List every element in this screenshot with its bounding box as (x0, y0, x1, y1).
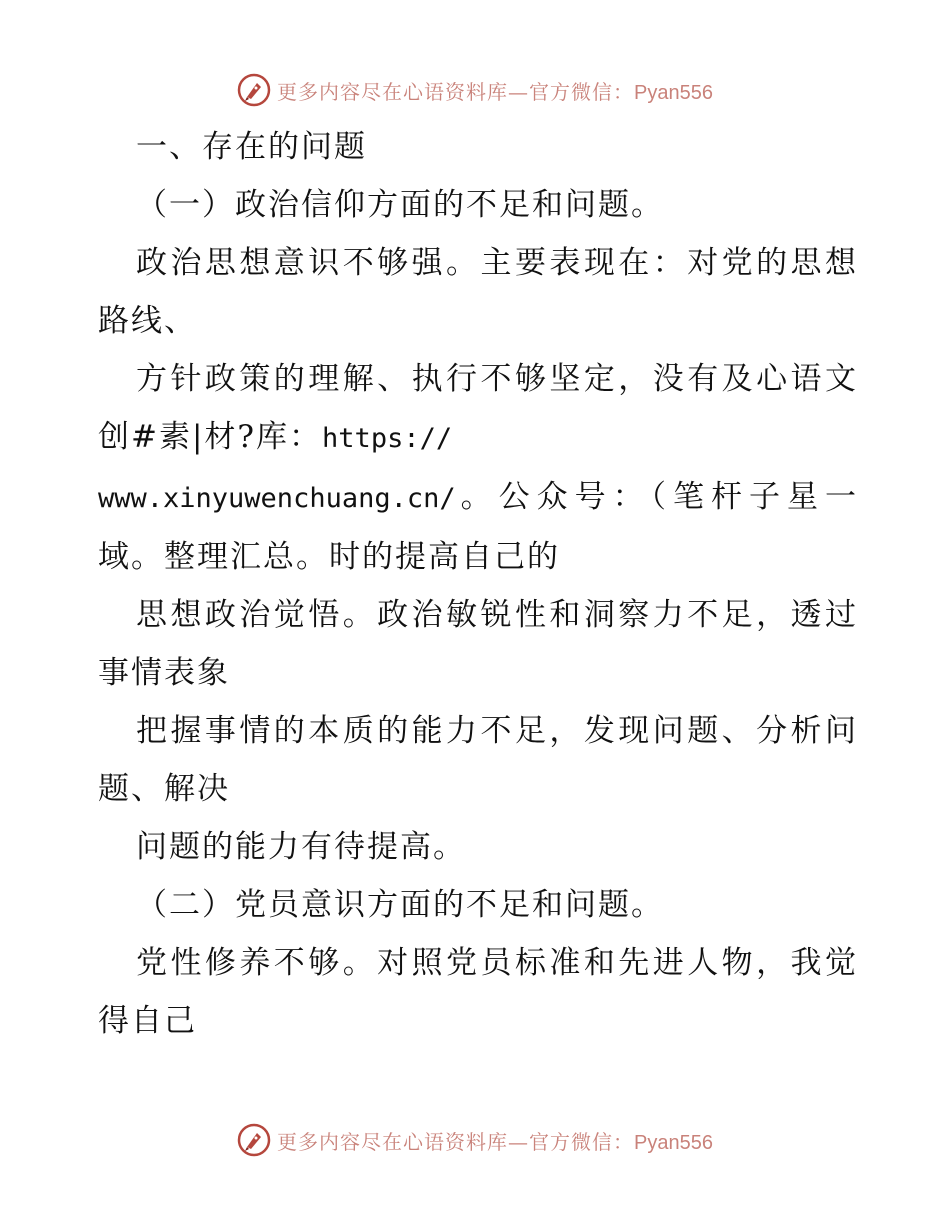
pen-nib-logo-icon (237, 1123, 271, 1157)
banner-wechat-id: Pyan556 (634, 81, 713, 104)
paragraph-2 (98, 350, 858, 468)
paragraph-6: 党性修养不够。对照党员标准和先进人物，我觉得自己 (98, 945, 858, 1039)
paragraph-4: 把握事情的本质的能力不足，发现问题、分析问题、解决 (98, 713, 858, 807)
paragraph-2-text: 方针政策的理解、执行不够坚定，没有及心语文创#素|材?库： (98, 361, 858, 455)
subsection-title-2: （二）党员意识方面的不足和问题。 (136, 887, 664, 923)
banner-text (277, 76, 713, 105)
paragraph-2-url-part-2: www.xinyuwenchuang.cn/ (98, 483, 456, 514)
paragraph-2-url-part-1: https:// (322, 423, 453, 454)
paragraph-2-continued (98, 468, 858, 586)
paragraph-5: 问题的能力有待提高。 (136, 829, 466, 865)
footer-banner (0, 1120, 950, 1160)
banner-label: 更多内容尽在心语资料库—官方微信： (277, 1129, 635, 1154)
paragraph-3: 思想政治觉悟。政治敏锐性和洞察力不足，透过事情表象 (98, 597, 858, 691)
banner-text (277, 1126, 713, 1155)
banner-wechat-id: Pyan556 (634, 1131, 713, 1154)
pen-nib-logo-icon (237, 73, 271, 107)
paragraph-1: 政治思想意识不够强。主要表现在：对党的思想路线、 (98, 245, 858, 339)
paragraph-2-text-continued: 。公众号：（笔杆子星一域。整理汇总。时的提高自己的 (98, 479, 858, 575)
section-heading: 一、存在的问题 (136, 129, 367, 165)
document-body (98, 118, 858, 1050)
banner-label: 更多内容尽在心语资料库—官方微信： (277, 79, 635, 104)
subsection-title-1: （一）政治信仰方面的不足和问题。 (136, 187, 664, 223)
header-banner (0, 70, 950, 110)
